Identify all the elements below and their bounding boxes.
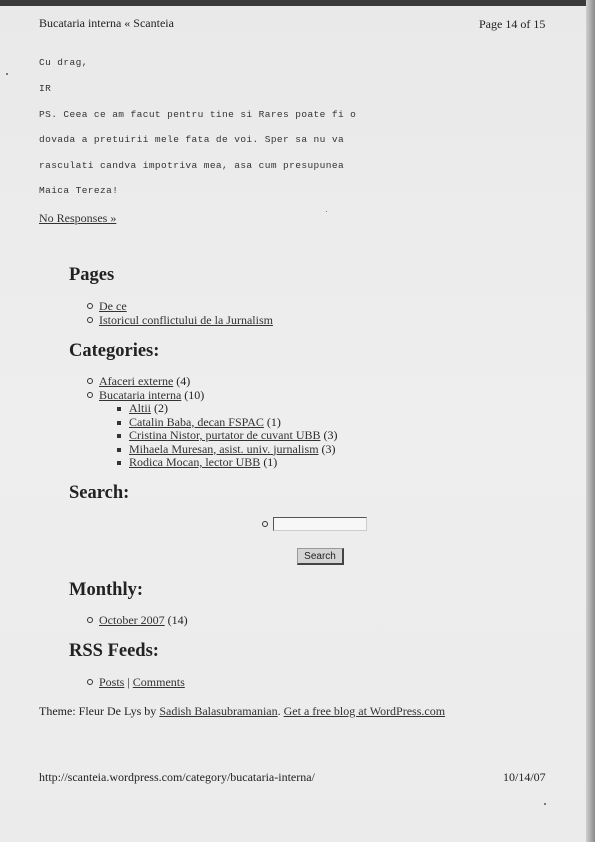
pages-heading: Pages bbox=[69, 265, 115, 285]
rss-separator: | bbox=[127, 675, 130, 689]
search-bullet-icon bbox=[262, 521, 268, 527]
list-item bbox=[87, 675, 185, 689]
rss-posts-link[interactable]: Posts bbox=[99, 675, 125, 689]
print-footer-date: 10/14/07 bbox=[503, 770, 546, 784]
rss-heading: RSS Feeds: bbox=[69, 641, 159, 661]
print-page-number: Page 14 of 15 bbox=[479, 17, 546, 31]
pages-list bbox=[87, 299, 273, 327]
search-input[interactable] bbox=[273, 517, 367, 531]
archive-count: (14) bbox=[167, 613, 188, 627]
subcategory-link[interactable]: Altii bbox=[129, 401, 152, 415]
list-item bbox=[117, 402, 338, 416]
theme-credit bbox=[39, 704, 445, 719]
list-item bbox=[87, 313, 273, 327]
category-link[interactable]: Afaceri externe bbox=[99, 374, 174, 388]
category-count: (10) bbox=[184, 388, 205, 402]
category-count: (1) bbox=[266, 414, 281, 429]
post-line: PS. Ceea ce am facut pentru tine si Rares poate fi o bbox=[39, 109, 357, 120]
category-link[interactable]: Bucataria interna bbox=[99, 388, 182, 402]
subcategory-link[interactable]: Rodica Mocan, lector UBB bbox=[129, 455, 261, 469]
wordpress-link[interactable]: Get a free blog at WordPress.com bbox=[283, 704, 446, 718]
rss-list bbox=[87, 675, 185, 689]
subcategory-link[interactable]: Mihaela Muresan, asist. univ. jurnalism bbox=[129, 441, 319, 456]
scan-speck bbox=[544, 803, 546, 805]
category-count: (1) bbox=[263, 455, 278, 469]
monthly-list bbox=[87, 613, 188, 627]
scan-speck bbox=[326, 211, 327, 212]
scan-right-edge bbox=[586, 0, 595, 842]
categories-heading: Categories: bbox=[69, 341, 160, 361]
category-count: (3) bbox=[321, 441, 336, 456]
category-count: (2) bbox=[154, 401, 169, 415]
subcategories-list bbox=[99, 402, 338, 470]
list-item bbox=[117, 429, 338, 443]
monthly-heading: Monthly: bbox=[69, 580, 143, 600]
category-count: (3) bbox=[323, 428, 338, 442]
print-footer-url: http://scanteia.wordpress.com/category/bucataria-interna/ bbox=[39, 770, 315, 784]
theme-sep: . bbox=[277, 704, 281, 718]
subcategory-link[interactable]: Catalin Baba, decan FSPAC bbox=[129, 414, 264, 429]
print-header-title: Bucataria interna « Scanteia bbox=[39, 16, 174, 30]
post-line: Cu drag, bbox=[39, 57, 88, 68]
no-responses-link[interactable]: No Responses » bbox=[39, 211, 117, 225]
list-item bbox=[87, 613, 188, 627]
archive-link[interactable]: October 2007 bbox=[99, 613, 165, 627]
subcategory-link[interactable]: Cristina Nistor, purtator de cuvant UBB bbox=[129, 428, 321, 442]
list-item bbox=[87, 299, 273, 313]
page-link-istoricul[interactable]: Istoricul conflictului de la Jurnalism bbox=[99, 313, 273, 327]
rss-comments-link[interactable]: Comments bbox=[132, 675, 185, 689]
categories-list bbox=[87, 374, 338, 470]
list-item bbox=[87, 388, 338, 470]
theme-author-link[interactable]: Sadish Balasubramanian bbox=[159, 704, 278, 718]
search-heading: Search: bbox=[69, 483, 130, 503]
scan-speck bbox=[6, 73, 8, 75]
post-line: dovada a pretuirii mele fata de voi. Sper sa nu va bbox=[39, 134, 345, 145]
search-button[interactable]: Search bbox=[297, 548, 344, 565]
list-item bbox=[117, 443, 338, 457]
post-line: IR bbox=[39, 83, 52, 94]
scan-top-edge bbox=[0, 0, 595, 6]
list-item bbox=[117, 416, 338, 430]
list-item bbox=[117, 456, 338, 470]
theme-prefix: Theme: Fleur De Lys by bbox=[39, 704, 157, 718]
category-count: (4) bbox=[176, 374, 191, 388]
list-item bbox=[87, 374, 338, 388]
post-line: rasculati candva impotriva mea, asa cum presupunea bbox=[39, 160, 345, 171]
page-link-de-ce[interactable]: De ce bbox=[99, 299, 127, 313]
post-line: Maica Tereza! bbox=[39, 185, 119, 196]
